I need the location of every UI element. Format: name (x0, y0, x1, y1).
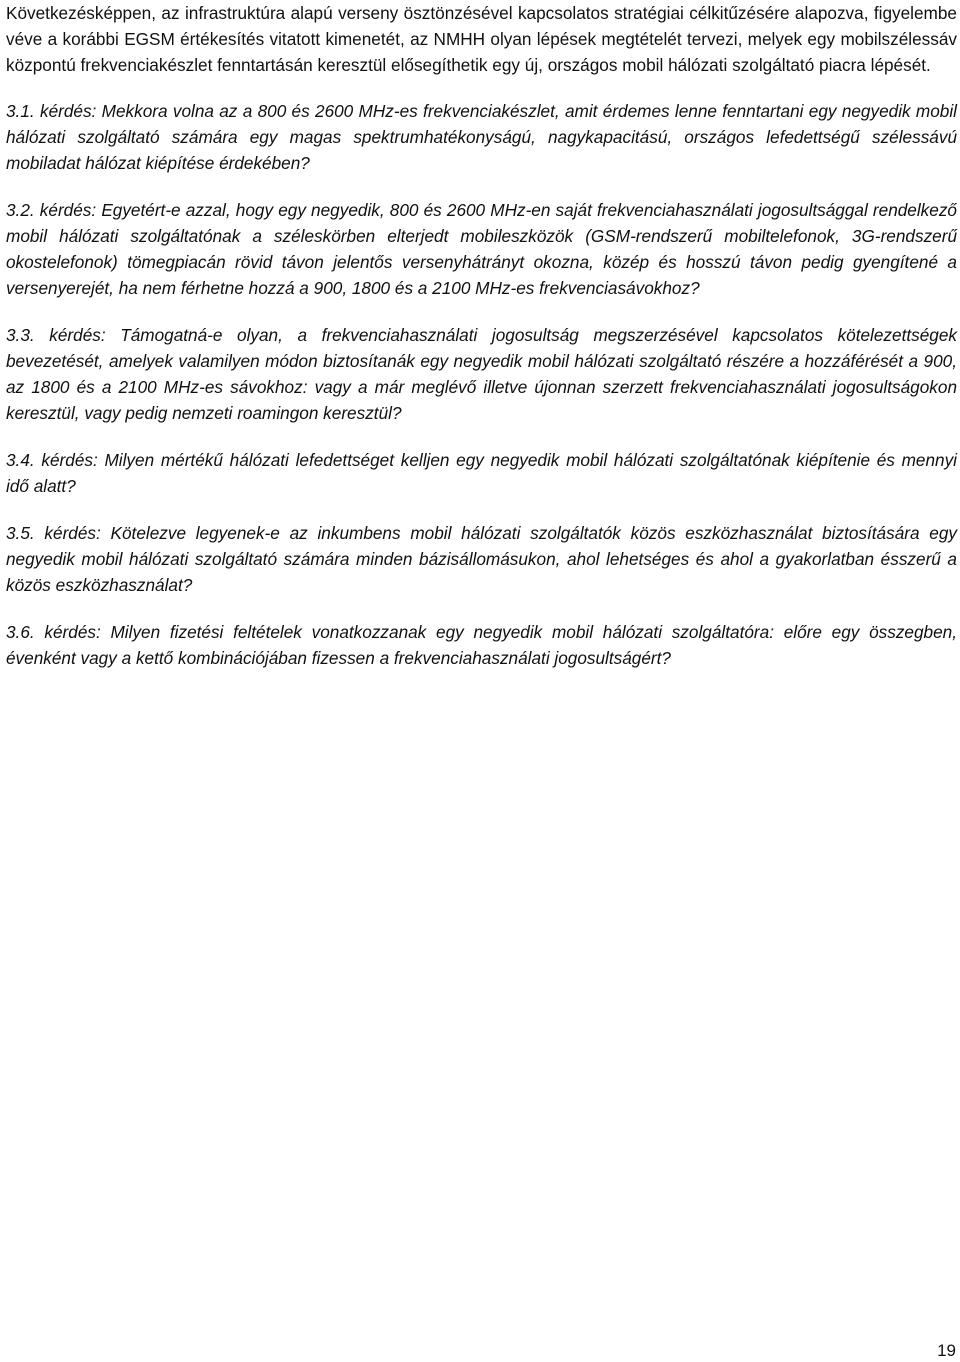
page-number: 19 (937, 1341, 956, 1360)
question-3-5: 3.5. kérdés: Kötelezve legyenek-e az inkumbens mobil hálózati szolgáltatók közös eszközhasználat biztosítására egy negyedik mobil hálózati szolgáltató számára minden bázisállomásukon, ahol lehetséges és ahol a gyakorlatban ésszerű a közös eszközhasználat? (6, 523, 957, 595)
question-3-6: 3.6. kérdés: Milyen fizetési feltételek vonatkozzanak egy negyedik mobil hálózati szolgáltatóra: előre egy összegben, évenként vagy a kettő kombinációjában fizessen a frekvenciahasználati jogosultságért? (6, 622, 957, 668)
question-3-4: 3.4. kérdés: Milyen mértékű hálózati lefedettséget kelljen egy negyedik mobil hálózati szolgáltatónak kiépítenie és mennyi idő alatt? (6, 450, 957, 496)
document-page (6, 0, 957, 692)
question-3-1: 3.1. kérdés: Mekkora volna az a 800 és 2600 MHz-es frekvenciakészlet, amit érdemes lenne fenntartani egy negyedik mobil hálózati szolgáltató számára egy magas spektrumhatékonyságú, nagykapacitású, országos lefedettségű szélessávú mobiladat hálózat kiépítése érdekében? (6, 101, 957, 173)
intro-paragraph: Következésképpen, az infrastruktúra alapú verseny ösztönzésével kapcsolatos stratégiai célkitűzésére alapozva, figyelembe véve a korábbi EGSM értékesítés vitatott kimenetét, az NMHH olyan lépések megtételét tervezi, melyek egy mobilszélessáv központú frekvenciakészlet fenntartásán keresztül elősegíthetik egy új, országos mobil hálózati szolgáltató piacra lépését. (6, 3, 957, 75)
question-3-3: 3.3. kérdés: Támogatná-e olyan, a frekvenciahasználati jogosultság megszerzésével kapcsolatos kötelezettségek bevezetését, amelyek valamilyen módon biztosítanák egy negyedik mobil hálózati szolgáltató részére a hozzáférését a 900, az 1800 és a 2100 MHz-es sávokhoz: vagy a már meglévő illetve újonnan szerzett frekvenciahasználati jogosultságokon keresztül, vagy pedig nemzeti roamingon keresztül? (6, 325, 957, 423)
question-3-2: 3.2. kérdés: Egyetért-e azzal, hogy egy negyedik, 800 és 2600 MHz-en saját frekvenciahasználati jogosultsággal rendelkező mobil hálózati szolgáltatónak a széleskörben elterjedt mobileszközök (GSM-rendszerű mobiltelefonok, 3G-rendszerű okostelefonok) tömegpiacán rövid távon jelentős versenyhátrányt okozna, közép és hosszú távon pedig gyengítené a versenyerejét, ha nem férhetne hozzá a 900, 1800 és a 2100 MHz-es frekvenciasávokhoz? (6, 200, 957, 298)
